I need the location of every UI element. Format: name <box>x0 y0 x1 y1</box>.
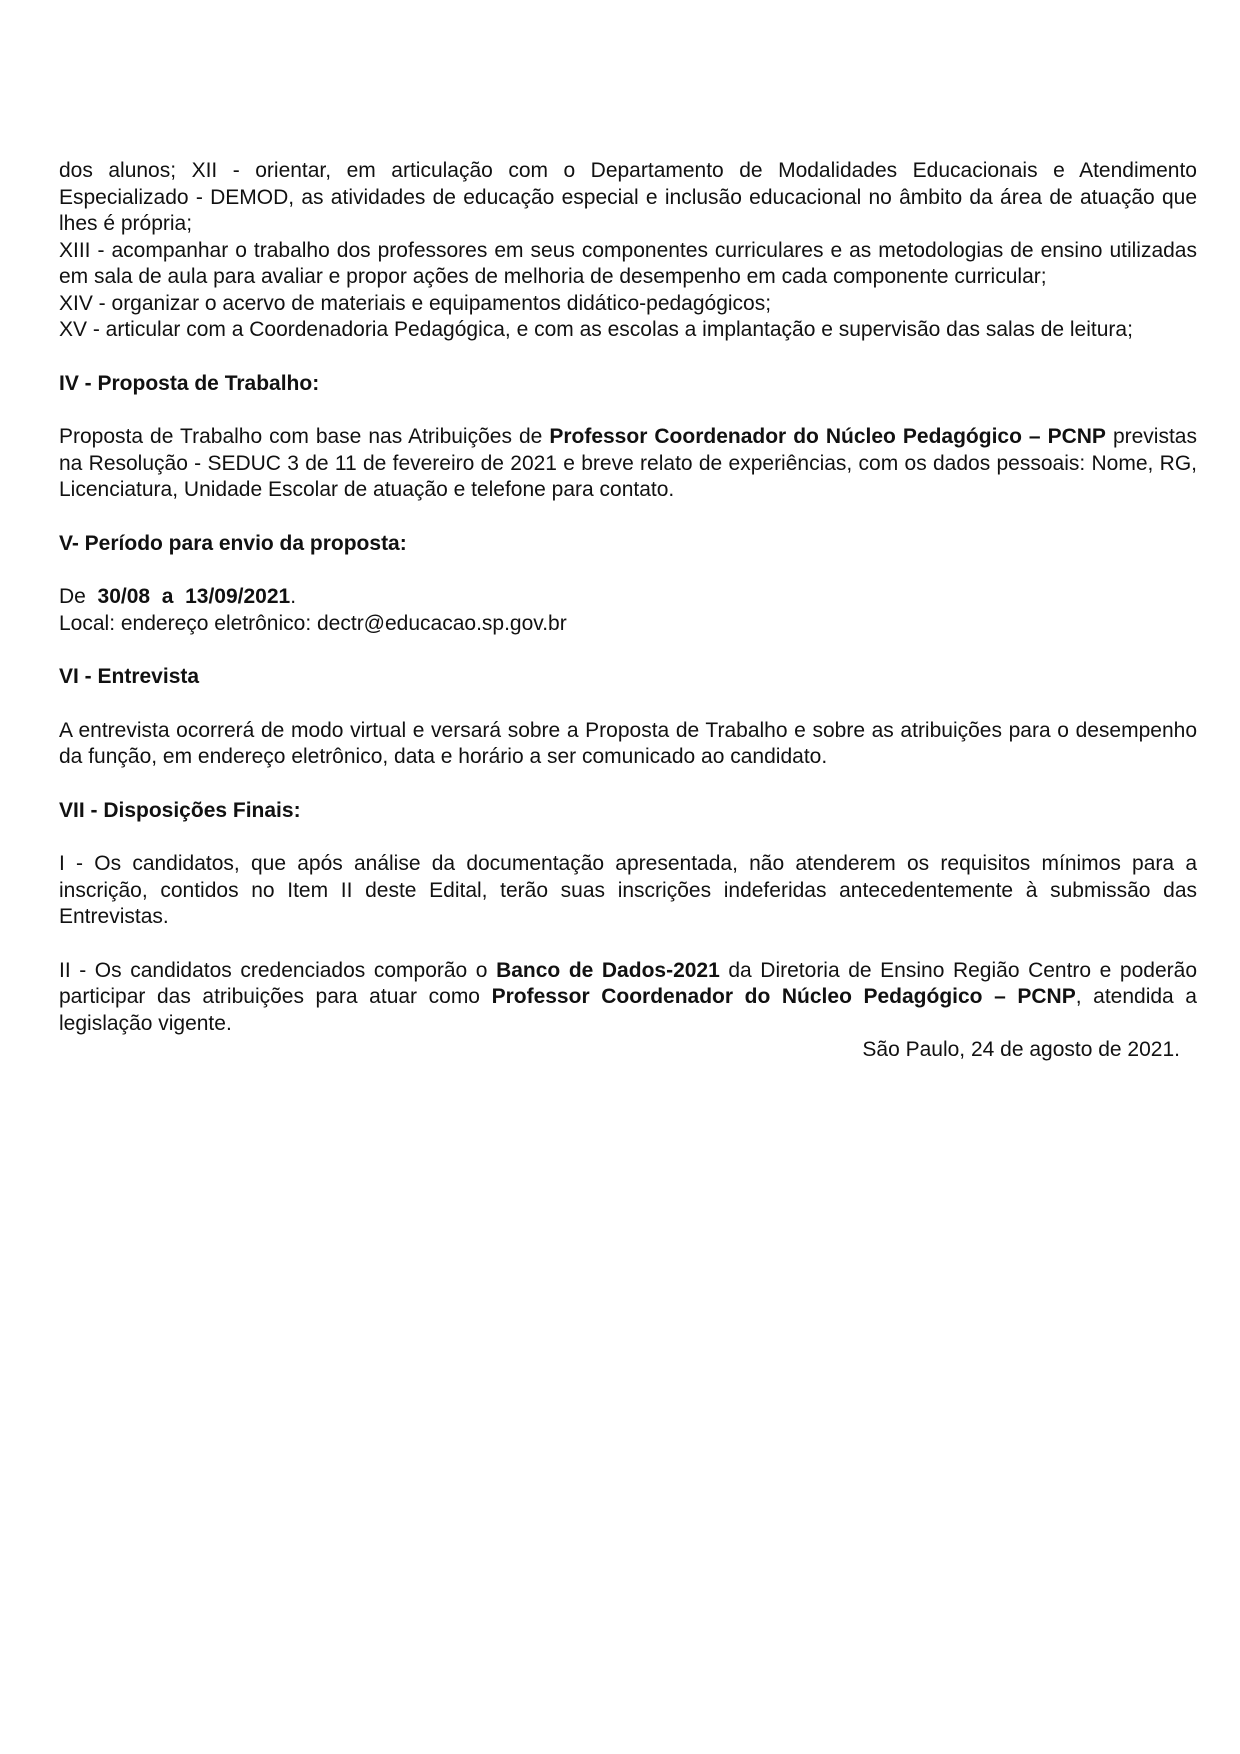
section-vi-heading: VI - Entrevista <box>59 665 200 688</box>
document-page <box>59 158 1197 1064</box>
closing-place-date: São Paulo, 24 de agosto de 2021. <box>862 1038 1180 1061</box>
period-connector: a <box>150 585 186 608</box>
section-v-local: Local: endereço eletrônico: dectr@educacao.sp.gov.br <box>59 611 567 635</box>
item2-bold-role: Professor Coordenador do Núcleo Pedagógico – PCNP <box>491 985 1076 1008</box>
item2-text-mid: da Diretoria de Ensino Região Centro e poderão participar das atribuições para atuar como <box>59 958 1197 1008</box>
section-iv-text-start: Proposta de Trabalho com base nas Atribuições de <box>59 425 550 448</box>
spacer <box>59 771 1197 798</box>
spacer <box>59 504 1197 531</box>
period-suffix: . <box>290 585 297 608</box>
spacer <box>59 637 1197 664</box>
item2-text-end: , atendida a legislação vigente. <box>59 985 1197 1035</box>
section-iv-text-end: previstas na Resolução - SEDUC 3 de 11 de fevereiro de 2021 e breve relato de experiências, com os dados pessoais: Nome, RG, Licenciatura, Unidade Escolar de atuação e telefone para contato. <box>59 425 1197 501</box>
spacer <box>59 691 1197 718</box>
section-vii-item-2 <box>59 958 1197 1038</box>
period-date-start: 30/08 <box>97 585 151 608</box>
section-v-period <box>59 584 1197 611</box>
spacer <box>59 824 1197 851</box>
section-vi-paragraph: A entrevista ocorrerá de modo virtual e versará sobre a Proposta de Trabalho e sobre as atribuições para o desempenho da função, em endereço eletrônico, data e horário a ser comunicado ao candidato. <box>59 718 1197 768</box>
section-vii-item-1: I - Os candidatos, que após análise da documentação apresentada, não atenderem os requisitos mínimos para a inscrição, contidos no Item II deste Edital, terão suas inscrições indeferidas antecedentemente à submissão das Entrevistas. <box>59 852 1197 928</box>
section-iv-heading: IV - Proposta de Trabalho: <box>59 371 320 395</box>
period-date-end: 13/09/2021 <box>185 585 291 608</box>
spacer <box>59 344 1197 371</box>
intro-paragraph-xv: XV - articular com a Coordenadoria Pedagógica, e com as escolas a implantação e supervisão das salas de leitura; <box>59 318 1133 341</box>
intro-paragraph-xiii: XIII - acompanhar o trabalho dos professores em seus componentes curriculares e as metodologias de ensino utilizadas em sala de aula para avaliar e propor ações de melhoria de desempenho em cada componente curricular; <box>59 238 1197 288</box>
period-prefix: De <box>59 585 98 608</box>
item2-bold-bank: Banco de Dados-2021 <box>496 958 720 982</box>
spacer <box>59 397 1197 424</box>
section-iv-bold-role: Professor Coordenador do Núcleo Pedagógico – PCNP <box>549 425 1106 448</box>
section-vii-heading: VII - Disposições Finais: <box>59 798 301 822</box>
intro-paragraph-xiv: XIV - organizar o acervo de materiais e equipamentos didático-pedagógicos; <box>59 291 772 315</box>
section-v-heading: V- Período para envio da proposta: <box>59 531 407 555</box>
section-iv-paragraph <box>59 424 1197 504</box>
spacer <box>59 931 1197 958</box>
intro-paragraph-xii: dos alunos; XII - orientar, em articulação com o Departamento de Modalidades Educacionais e Atendimento Especializado - DEMOD, as atividades de educação especial e inclusão educacional no âmbito da área de atuação que lhes é própria; <box>59 159 1197 235</box>
item2-text-start: II - Os candidatos credenciados comporão o <box>59 958 497 982</box>
spacer <box>59 557 1197 584</box>
